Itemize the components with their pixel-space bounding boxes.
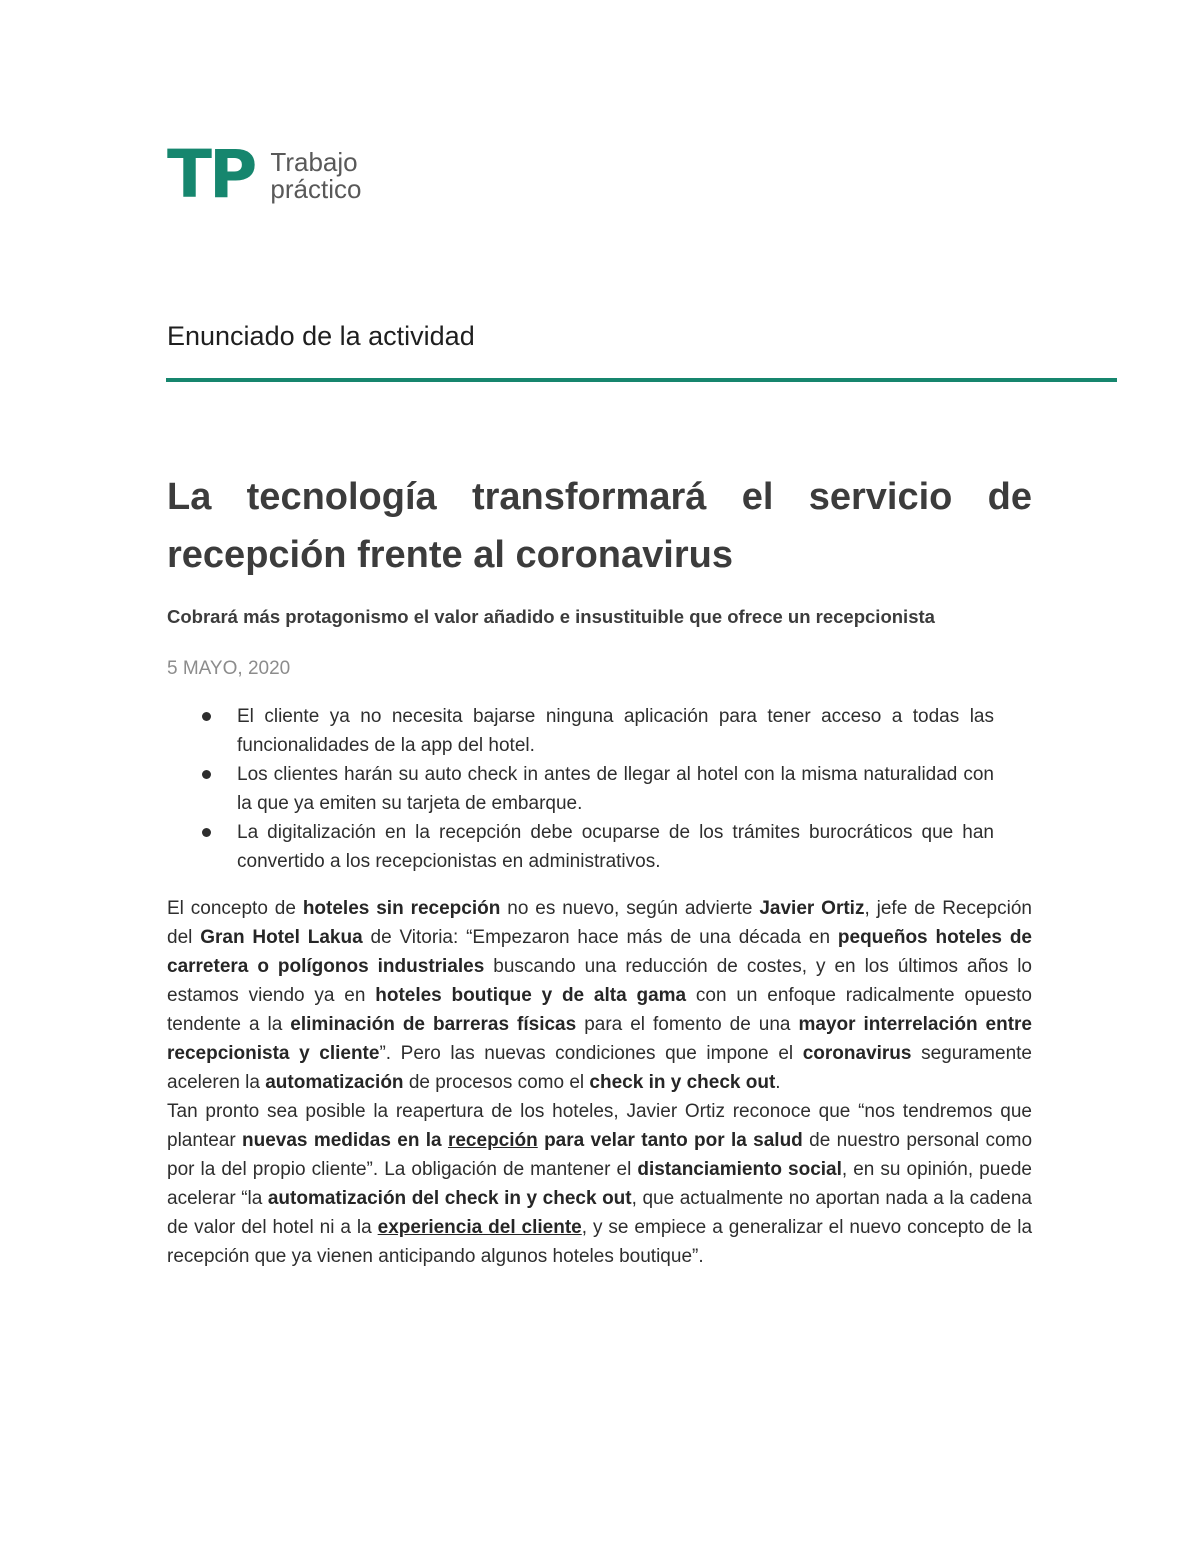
article-subheadline: Cobrará más protagonismo el valor añadido e insustituible que ofrece un recepcionista	[167, 606, 935, 627]
body-paragraph-1	[167, 894, 1032, 1097]
logo-text-line-2: práctico	[270, 174, 362, 204]
list-item-text: La digitalización en la recepción debe ocuparse de los trámites burocráticos que han convertido a los recepcionistas en administrativos.	[237, 822, 994, 872]
section-divider	[166, 378, 1117, 382]
emphasis-text: hoteles boutique y de alta gama	[375, 985, 687, 1006]
text-run: , jefe de Recepción del	[167, 898, 1032, 948]
text-run: para el fomento de una	[576, 1014, 799, 1035]
bullet-icon	[202, 828, 211, 837]
emphasis-text: eliminación de barreras físicas	[290, 1014, 577, 1035]
tp-logo	[167, 136, 362, 213]
emphasis-text: distanciamiento social	[637, 1159, 842, 1180]
list-item	[237, 818, 994, 876]
body-paragraph-2	[167, 1097, 1032, 1271]
logo-text	[270, 149, 361, 203]
bullet-icon	[202, 712, 211, 721]
text-run: ”. Pero las nuevas condiciones que impone el	[379, 1043, 803, 1064]
text-run: seguramente aceleren la	[167, 1043, 1032, 1093]
text-run: no es nuevo, según advierte	[500, 898, 760, 919]
text-run: de Vitoria: “Empezaron hace más de una década en	[362, 927, 838, 948]
text-run: buscando una reducción de costes, y en los últimos años lo estamos viendo ya en	[167, 956, 1032, 1006]
list-item	[237, 702, 994, 760]
list-item-text: El cliente ya no necesita bajarse ninguna aplicación para tener acceso a todas las funcionalidades de la app del hotel.	[237, 706, 994, 756]
section-title: Enunciado de la actividad	[167, 321, 475, 351]
list-item-text: Los clientes harán su auto check in antes de llegar al hotel con la misma naturalidad con la que ya emiten su tarjeta de embarque.	[237, 764, 994, 814]
text-run: , en su opinión, puede acelerar “la	[167, 1159, 1032, 1209]
article-date: 5 MAYO, 2020	[167, 658, 291, 679]
experiencia-cliente-link[interactable]: experiencia del cliente	[377, 1217, 582, 1238]
emphasis-text: automatización	[265, 1072, 404, 1093]
logo-mark: TP	[167, 136, 255, 213]
text-run: de procesos como el	[403, 1072, 590, 1093]
text-run: El concepto de	[167, 898, 303, 919]
emphasis-text: automatización del check in y check out	[267, 1188, 632, 1209]
emphasis-text: pequeños hoteles de carretera o polígonos industriales	[167, 927, 1032, 977]
bullet-icon	[202, 770, 211, 779]
text-run: de nuestro personal como por la del propio cliente”. La obligación de mantener el	[167, 1130, 1033, 1180]
emphasis-text: Gran Hotel Lakua	[200, 927, 363, 948]
emphasis-text: mayor interrelación entre recepcionista y cliente	[167, 1014, 1032, 1064]
emphasis-text: Javier Ortiz	[759, 898, 865, 919]
text-run: con un enfoque radicalmente opuesto tendente a la	[167, 985, 1032, 1035]
emphasis-text: hoteles sin recepción	[302, 898, 501, 919]
emphasis-text: para velar tanto por la salud	[537, 1130, 803, 1151]
text-run: , que actualmente no aportan nada a la cadena de valor del hotel ni a la	[167, 1188, 1032, 1238]
text-run: Tan pronto sea posible la reapertura de los hoteles, Javier Ortiz reconoce que “nos tendremos que plantear	[167, 1101, 1032, 1151]
article-headline: La tecnología transformará el servicio de recepción frente al coronavirus	[167, 476, 1032, 576]
emphasis-text: nuevas medidas en la	[242, 1130, 448, 1151]
list-item	[237, 760, 994, 818]
logo-text-line-1: Trabajo	[270, 147, 358, 177]
emphasis-text: check in y check out	[589, 1072, 776, 1093]
article	[167, 468, 1032, 1271]
text-run: .	[775, 1072, 781, 1093]
recepcion-link[interactable]: recepción	[447, 1130, 538, 1151]
key-points-list	[167, 702, 1032, 876]
text-run: , y se empiece a generalizar el nuevo concepto de la recepción que ya vienen anticipando algunos hoteles boutique”.	[167, 1217, 1033, 1267]
emphasis-text: coronavirus	[802, 1043, 912, 1064]
